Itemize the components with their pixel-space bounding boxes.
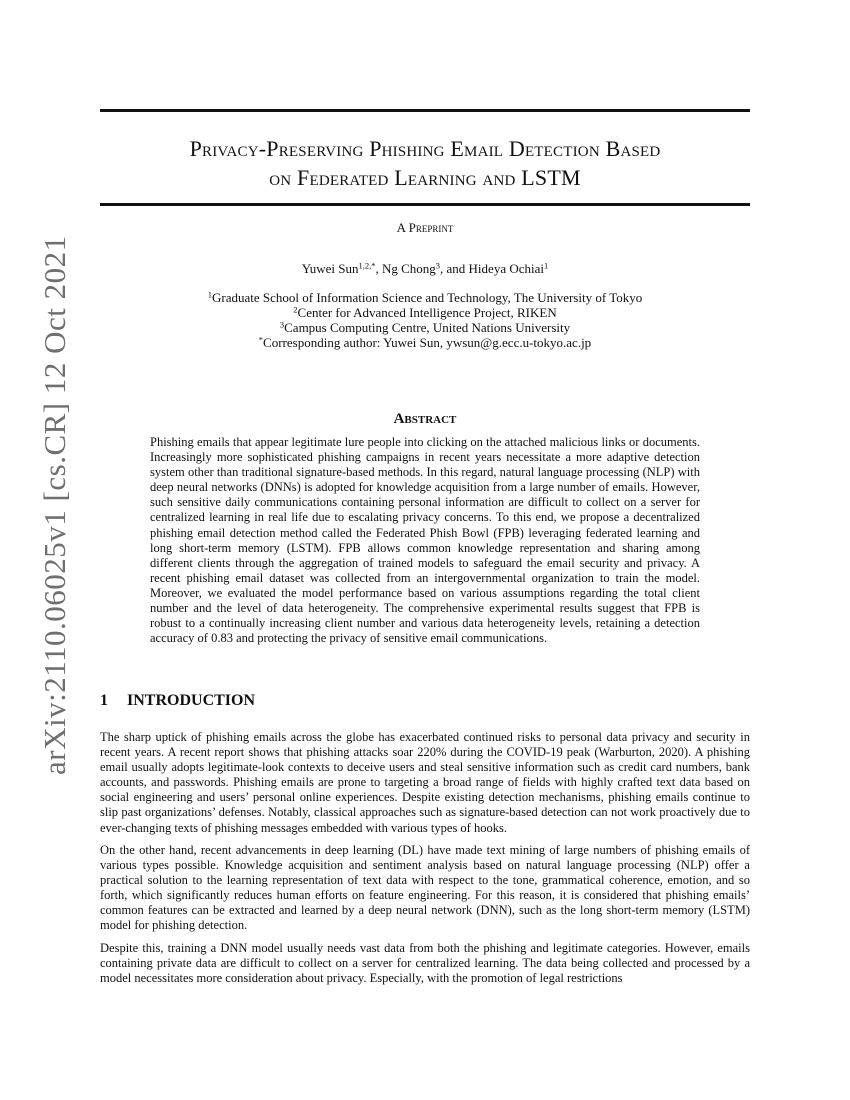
affiliation-text: Campus Computing Centre, United Nations University (284, 320, 571, 335)
author-name: Ng Chong (381, 261, 436, 276)
author-affiliation-mark: 3 (435, 260, 441, 271)
section-number: 1 (100, 692, 108, 709)
title-bottom-rule (100, 203, 750, 206)
title-line-1: Privacy-Preserving Phishing Email Detection Based (189, 136, 661, 161)
affiliation-mark: * (258, 334, 264, 345)
author-name: Yuwei Sun (301, 261, 359, 276)
affiliation-line (100, 305, 750, 320)
section-title: INTRODUCTION (127, 692, 256, 709)
author-separator: , and (440, 261, 469, 276)
author-affiliation-mark: 1,2,* (358, 260, 376, 271)
abstract-text: Phishing emails that appear legitimate lure people into clicking on the attached malicious links or documents. Increasingly more sophisticated phishing campaigns in recent years necessitate a more adaptive detection system other than traditional signature-based methods. In this regard, natural language processing (NLP) with deep neural networks (DNNs) is adopted for knowledge acquisition from a large number of emails. However, such sensitive daily communications containing personal information are difficult to collect on a server for centralized learning in real life due to escalating privacy concerns. To this end, we propose a decentralized phishing email detection method called the Federated Phish Bowl (FPB) leveraging federated learning and long short-term memory (LSTM). FPB allows common knowledge representation and sharing among different clients through the aggregation of trained models to safeguard the email security and privacy. A recent phishing email dataset was collected from an intergovernmental organization to train the model. Moreover, we evaluated the model performance based on various assumptions regarding the total client number and the level of data heterogeneity. The comprehensive experimental results suggest that FPB is robust to a continually increasing client number and various data heterogeneity levels, retaining a detection accuracy of 0.83 and protecting the privacy of sensitive email communications. (150, 435, 700, 646)
affiliation-mark: 3 (279, 319, 285, 330)
author-name: Hideya Ochiai (468, 261, 544, 276)
affiliation-line (100, 320, 750, 335)
abstract-heading: Abstract (393, 411, 457, 427)
body-paragraph: Despite this, training a DNN model usually needs vast data from both the phishing and legitimate categories. However, emails containing private data are difficult to collect on a server for centralized learning. The data being collected and processed by a model necessitates more consideration about privacy. Especially, with the promotion of legal restrictions (100, 940, 750, 985)
affiliation-text: Graduate School of Information Science and Technology, The University of Tokyo (212, 290, 643, 305)
preprint-label: A Preprint (396, 220, 454, 235)
section-heading (100, 692, 255, 710)
arxiv-identifier: arXiv:2110.06025v1 [cs.CR] 12 Oct 2021 (37, 235, 72, 775)
introduction-body (100, 730, 750, 993)
title-top-rule (100, 109, 750, 112)
author-separator: , (375, 261, 382, 276)
author-list (100, 261, 750, 277)
author-affiliation-mark: 1 (544, 260, 549, 271)
affiliation-text: Corresponding author: Yuwei Sun, ywsun@g.ecc.u-tokyo.ac.jp (263, 335, 592, 350)
body-paragraph: On the other hand, recent advancements in deep learning (DL) have made text mining of large numbers of phishing emails of various types possible. Knowledge acquisition and sentiment analysis based on natural language processing (NLP) offer a practical solution to the learning representation of text data with respect to the tone, grammatical coherence, emotion, and so forth, which significantly reduces human efforts on feature engineering. For this reason, it is considered that phishing emails’ common features can be extracted and learned by a deep neural network (DNN), such as the long short-term memory (LSTM) model for phishing detection. (100, 842, 750, 933)
body-paragraph: The sharp uptick of phishing emails across the globe has exacerbated continued risks to personal data privacy and security in recent years. A recent report shows that phishing attacks soar 220% during the COVID-19 peak (Warburton, 2020). A phishing email usually adopts legitimate-look contexts to deceive users and steal sensitive information such as credit card numbers, bank accounts, and passwords. Phishing emails are prone to targeting a broad range of fields with highly crafted text data based on social engineering and users’ personal online experiences. Despite existing detection mechanisms, phishing emails continue to slip past organizations’ defenses. Notably, classical approaches such as signature-based detection can not work proactively due to ever-changing texts of phishing messages embedded with various types of hooks. (100, 730, 750, 835)
paper-title (100, 134, 750, 192)
affiliation-list (100, 290, 750, 350)
affiliation-mark: 1 (207, 289, 213, 300)
title-line-2: on Federated Learning and LSTM (269, 165, 581, 190)
affiliation-text: Center for Advanced Intelligence Project, RIKEN (297, 305, 557, 320)
affiliation-line (100, 290, 750, 305)
affiliation-mark: 2 (293, 304, 298, 315)
affiliation-line (100, 335, 750, 350)
